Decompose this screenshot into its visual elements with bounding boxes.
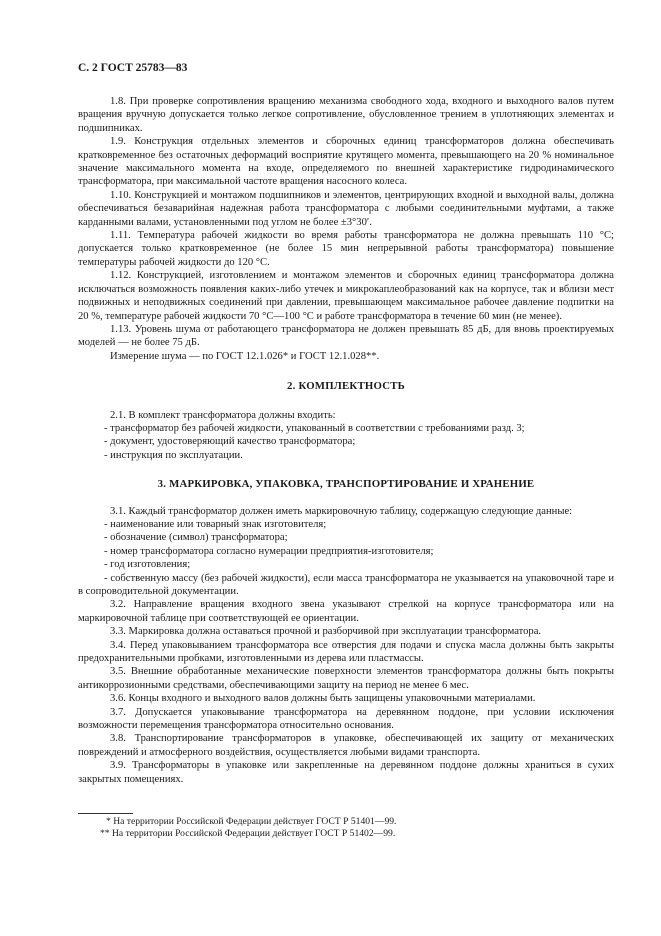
- paragraph-1-8: 1.8. При проверке сопротивления вращению механизма свободного хода, входного и выходного валов путем вращения вручную допускается только легкое сопротивление, обусловленное трением в уплотняющих элементах и подшипниках.: [78, 96, 614, 134]
- paragraph-3-2: 3.2. Направление вращения входного звена указывают стрелкой на корпусе трансформатора или на маркировочной таблице при соответствующей ее ориентации.: [78, 599, 614, 624]
- list-item: - год изготовления;: [104, 559, 191, 571]
- list-item: - инструкция по эксплуатации.: [104, 449, 243, 461]
- paragraph-1-10: 1.10. Конструкцией и монтажом подшипников и элементов, центрирующих входной и выходной валы, должна обеспечиваться безаварийная надежная работа трансформатора с любыми соединительными муфтами, а также карданными валами, установленными под углом не более ±3°30′.: [78, 189, 614, 228]
- paragraph-1-13: 1.13. Уровень шума от работающего трансформатора не должен превышать 85 дБ, для вновь проектируемых моделей — не более 75 дБ.: [78, 323, 614, 349]
- paragraph-3-6: 3.6. Концы входного и выходного валов должны быть защищены упаковочными материалами.: [110, 693, 536, 705]
- page-header: С. 2 ГОСТ 25783—83: [78, 62, 188, 74]
- list-item: - собственную массу (без рабочей жидкости), если масса трансформатора не указывается на упаковочной таре и в сопроводительной документации.: [78, 572, 614, 597]
- section-3-title: 3. МАРКИРОВКА, УПАКОВКА, ТРАНСПОРТИРОВАНИЕ И ХРАНЕНИЕ: [157, 478, 535, 491]
- paragraph-3-1: 3.1. Каждый трансформатор должен иметь маркировочную таблицу, содержащую следующие данные:: [110, 505, 573, 517]
- paragraph-3-8: 3.8. Транспортирование трансформаторов в упаковке, обеспечивающей их защиту от механических повреждений и атмосферного воздействия, осуществляется любыми видами транспорта.: [78, 733, 614, 758]
- footnote-1: * На территории Российской Федерации действует ГОСТ Р 51401—99.: [106, 816, 397, 827]
- list-item: - наименование или товарный знак изготовителя;: [104, 518, 327, 530]
- list-item: - номер трансформатора согласно нумерации предприятия-изготовителя;: [104, 545, 434, 557]
- paragraph-1-12: 1.12. Конструкцией, изготовлением и монтажом элементов и сборочных единиц трансформатора должна исключаться возможность появления каких-либо утечек и микрокаплеобразований как на корпусе, так и вблизи мест подвижных и неподвижных соединений при давлении, превышающем максимальное рабочее давление подпитки на 20 %, температуре рабочей жидкости 70 °С—100 °С и работе трансформатора в течение 60 мин (не менее).: [78, 270, 614, 322]
- section-2-title: 2. КОМПЛЕКТНОСТЬ: [287, 380, 405, 393]
- document-body: [78, 95, 614, 786]
- noise-measurement-note: Измерение шума — по ГОСТ 12.1.026* и ГОСТ 12.1.028**.: [110, 350, 380, 362]
- paragraph-3-4: 3.4. Перед упаковыванием трансформатора все отверстия для подачи и спуска масла должны быть закрыты предохранительными пробками, изготовленными из дерева или пластмассы.: [78, 639, 614, 665]
- paragraph-3-9: 3.9. Трансформаторы в упаковке или закрепленные на деревянном поддоне должны храниться в сухих закрытых помещениях.: [78, 760, 614, 785]
- list-item: - трансформатор без рабочей жидкости, упакованный в соответствии с требованиями разд. 3;: [104, 422, 525, 434]
- list-item: - документ, удостоверяющий качество трансформатора;: [104, 436, 356, 448]
- paragraph-3-7: 3.7. Допускается упаковывание трансформатора на деревянном поддоне, при условии исключения возможности перемещения трансформатора относительно основания.: [78, 706, 614, 732]
- paragraph-3-5: 3.5. Внешние обработанные механические поверхности элементов трансформатора должны быть покрыты антикоррозионными средствами, обеспечивающими защиту на период не менее 6 мес.: [78, 666, 614, 691]
- footnote-divider: [78, 813, 133, 814]
- list-item: - обозначение (символ) трансформатора;: [104, 532, 288, 544]
- paragraph-3-3: 3.3. Маркировка должна оставаться прочной и разборчивой при эксплуатации трансформатора.: [110, 626, 542, 638]
- paragraph-1-9: 1.9. Конструкция отдельных элементов и сборочных единиц трансформаторов должна обеспечивать кратковременное без остаточных деформаций восприятие крутящего момента, превышающего на 20 % номинальное значение максимального момента на входе, определяемого по внешней характеристике гидродинамического трансформатора, при максимальной частоте вращения насосного колеса.: [78, 136, 614, 188]
- footnote-2: ** На территории Российской Федерации действует ГОСТ Р 51402—99.: [100, 828, 396, 839]
- paragraph-1-11: 1.11. Температура рабочей жидкости во время работы трансформатора не должна превышать 110 °С; допускается только кратковременное (не более 15 мин непрерывной работы трансформатора) повышение температуры рабочей жидкости до 120 °С.: [78, 230, 614, 268]
- paragraph-2-1: 2.1. В комплект трансформатора должны входить:: [110, 409, 336, 421]
